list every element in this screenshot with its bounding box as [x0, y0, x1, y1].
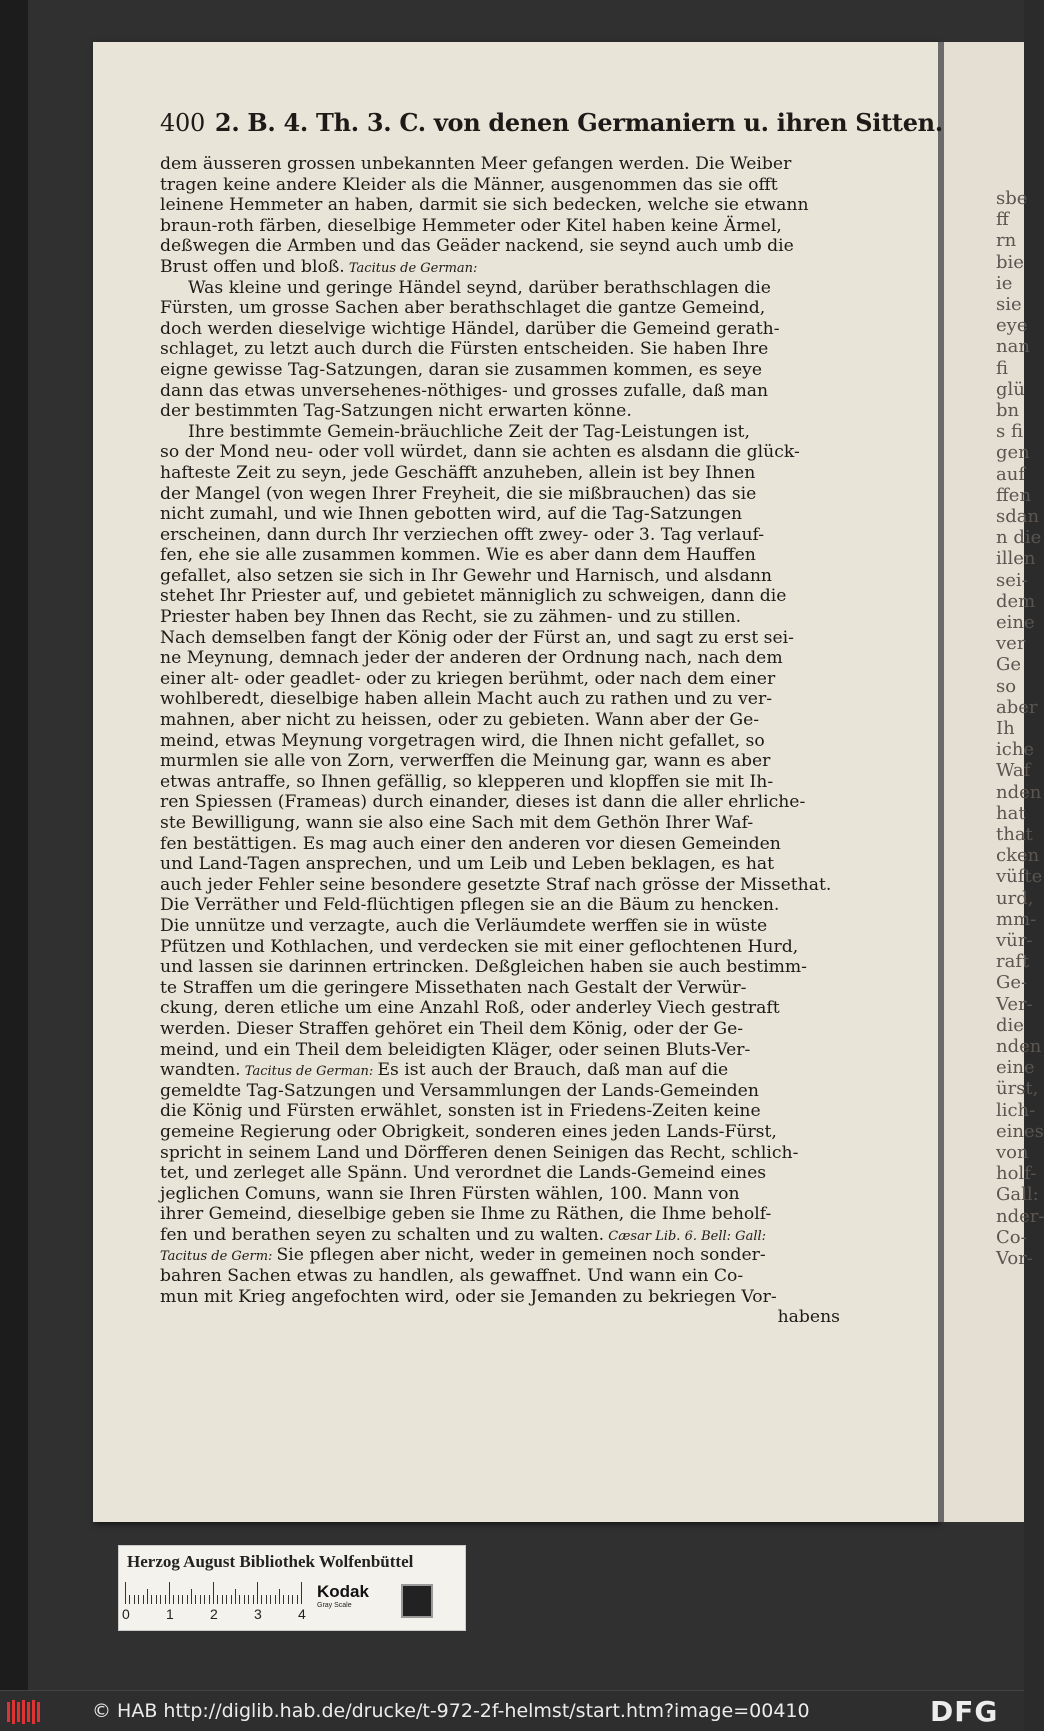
text-line — [160, 978, 885, 999]
ruler-tick — [138, 1595, 139, 1604]
text-line — [160, 1225, 885, 1246]
text-line — [160, 339, 885, 360]
facing-page-fragment: gen — [996, 442, 1030, 464]
running-header — [160, 108, 943, 144]
line-text: eigne gewisse Tag-Satzungen, daran sie zusammen kommen, es seye — [160, 359, 763, 380]
text-line — [160, 1143, 885, 1164]
text-line — [160, 875, 885, 896]
facing-page-fragment: sdan — [996, 506, 1040, 527]
text-line — [160, 545, 885, 566]
line-text: Die Verräther und Feld-flüchtigen pflegen sie an die Bäum zu hencken. — [160, 895, 780, 916]
text-line — [160, 1184, 885, 1205]
gray-patch — [401, 1584, 433, 1618]
text-line — [160, 442, 885, 463]
facing-page-fragment: urd, — [996, 887, 1034, 909]
text-line — [160, 381, 885, 402]
text-line — [160, 257, 885, 278]
line-text: mahnen, aber nicht zu heissen, oder zu gebieten. Wann aber der Ge- — [160, 710, 760, 731]
ruler-tick — [165, 1595, 166, 1604]
kodak-logo: Kodak — [317, 1582, 369, 1601]
text-line — [160, 834, 885, 855]
ruler-tick — [244, 1595, 245, 1604]
text-line — [160, 998, 885, 1019]
facing-page-fragment: ff — [996, 209, 1009, 231]
facing-page-fragment: nden — [996, 781, 1042, 803]
text-line — [160, 175, 885, 196]
text-line — [160, 1019, 885, 1040]
line-text: Ihre bestimmte Gemein-bräuchliche Zeit der Tag-Leistungen ist, — [188, 421, 750, 442]
facing-page-fragment: that — [996, 824, 1033, 845]
line-text: auch jeder Fehler seine besondere gesetzte Straf nach grösse der Missethat. — [160, 874, 832, 895]
text-line — [160, 751, 885, 772]
ruler-tick — [178, 1595, 179, 1604]
text-line — [160, 195, 885, 216]
text-line — [160, 1101, 885, 1122]
line-text: Brust offen und bloß. — [160, 256, 345, 277]
facing-page-fragment: nden — [996, 1036, 1042, 1057]
text-line — [160, 1287, 885, 1308]
ruler-tick — [283, 1595, 284, 1604]
text-line — [160, 813, 885, 834]
text-line — [160, 1204, 885, 1225]
line-text: die König und Fürsten erwählet, sonsten ist in Friedens-Zeiten keine — [160, 1101, 761, 1122]
text-line — [160, 731, 885, 752]
ruler-tick — [226, 1595, 227, 1604]
facing-page-fragment: auf — [996, 463, 1025, 485]
facing-page-fragment: rn — [996, 230, 1017, 252]
ruler-number: 2 — [210, 1606, 218, 1622]
facing-page-fragment: ie — [996, 272, 1013, 294]
facing-page-fragment: cken — [996, 845, 1040, 867]
line-text: te Straffen um die geringere Missethaten nach Gestalt der Verwür- — [160, 977, 747, 998]
ruler-tick — [187, 1595, 188, 1604]
line-text: ste Bewilligung, wann sie also eine Sach mit dem Gethön Ihrer Waf- — [160, 813, 754, 833]
text-line — [160, 422, 885, 443]
ruler-tick — [173, 1595, 174, 1604]
ruler-tick — [257, 1582, 258, 1604]
line-text: Es ist auch der Brauch, daß man auf die — [377, 1060, 729, 1081]
line-text: schlaget, zu letzt auch durch die Fürsten entscheiden. Sie haben Ihre — [160, 339, 769, 360]
line-text: doch werden dieselvige wichtige Händel, darüber die Gemeind gerath- — [160, 318, 780, 339]
ruler-tick — [288, 1595, 289, 1604]
facing-page-fragment: bn — [996, 400, 1020, 421]
text-line — [160, 1266, 885, 1287]
line-text: tet, und zerleget alle Spänn. Und verordnet die Lands-Gemeind eines — [160, 1163, 767, 1184]
line-text: meind, etwas Meynung vorgetragen wird, die Ihnen nicht gefallet, so — [160, 730, 765, 751]
text-line — [160, 772, 885, 793]
facing-page-fragment: Gall: — [996, 1184, 1039, 1206]
text-line — [160, 566, 885, 587]
facing-page-fragment: lich- — [996, 1099, 1036, 1121]
text-line — [160, 1163, 885, 1184]
ruler-tick — [292, 1595, 293, 1604]
text-line — [160, 525, 885, 546]
source-citation: Tacitus de German: — [344, 260, 478, 276]
text-line — [160, 1081, 885, 1102]
text-line — [160, 895, 885, 916]
source-citation: Tacitus de German: — [240, 1064, 378, 1080]
scale-ruler — [125, 1582, 425, 1604]
facing-page-fragment: Ih — [996, 718, 1015, 739]
line-text: Sie pflegen aber nicht, weder in gemeinen noch sonder- — [276, 1245, 766, 1266]
facing-page-fragment: ürst, — [996, 1078, 1039, 1100]
text-line — [160, 278, 885, 299]
line-text: gemeldte Tag-Satzungen und Versammlungen der Lands-Gemeinden — [160, 1080, 759, 1101]
ruler-tick — [147, 1589, 148, 1604]
facing-page-fragment: nder- — [996, 1205, 1044, 1227]
ruler-number: 3 — [254, 1606, 262, 1622]
ruler-tick — [279, 1589, 280, 1604]
ruler-tick — [213, 1582, 214, 1604]
line-text: habens — [777, 1307, 840, 1328]
line-text: deßwegen die Armben und das Geäder nackend, sie seynd auch umb die — [160, 236, 794, 257]
text-line — [160, 792, 885, 813]
text-line — [160, 236, 885, 257]
ruler-tick — [253, 1595, 254, 1604]
facing-page-fragment: Vor- — [996, 1248, 1033, 1269]
facing-page-fragment: aber — [996, 696, 1038, 718]
ruler-tick — [301, 1582, 302, 1604]
ruler-tick — [209, 1595, 210, 1604]
facing-page-fragment: hat — [996, 802, 1026, 824]
facing-page-fragment: dem — [996, 590, 1036, 612]
facing-page-fragment: eine — [996, 612, 1035, 633]
text-line — [160, 1060, 885, 1081]
line-text: Priester haben bey Ihnen das Recht, sie zu zähmen- und zu stillen. — [160, 607, 742, 628]
line-text: mun mit Krieg angefochten wird, oder sie Jemanden zu bekriegen Vor- — [160, 1286, 777, 1307]
line-text: ne Meynung, demnach jeder der anderen der Ordnung nach, nach dem — [160, 648, 783, 669]
ruler-tick — [222, 1595, 223, 1604]
text-line — [160, 607, 885, 628]
text-line — [160, 1122, 885, 1143]
line-text: ckung, deren etliche um eine Anzahl Roß, oder anderley Viech gestraft — [160, 998, 780, 1019]
library-color-card — [118, 1545, 466, 1631]
facing-page-fragment: die — [996, 1014, 1024, 1036]
line-text: Was kleine und geringe Händel seynd, darüber berathschlagen die — [188, 277, 771, 298]
text-line — [160, 484, 885, 505]
facing-page-fragment: mm- — [996, 908, 1037, 930]
line-text: der Mangel (von wegen Ihrer Freyheit, die sie mißbrauchen) das sie — [160, 483, 757, 504]
text-line — [160, 298, 885, 319]
page-number: 400 — [160, 109, 205, 137]
ruler-tick — [248, 1595, 249, 1604]
text-line — [160, 710, 885, 731]
facing-page-fragment: fi — [996, 357, 1009, 379]
ruler-tick — [217, 1595, 218, 1604]
line-text: und lassen sie darinnen ertrincken. Deßgleichen haben sie auch bestimm- — [160, 957, 807, 978]
text-line — [160, 463, 885, 484]
line-text: leinene Hemmeter an haben, darmit sie sich bedecken, welche sie etwann — [160, 195, 809, 216]
facing-page-fragment: s fi — [996, 421, 1023, 443]
facing-page-fragment: von — [996, 1142, 1029, 1163]
facing-page-fragment: Ge — [996, 654, 1022, 676]
facing-page-edge — [944, 42, 1044, 1522]
ruler-tick — [266, 1595, 267, 1604]
line-text: stehet Ihr Priester auf, und gebietet männiglich zu schweigen, dann die — [160, 586, 787, 607]
text-line — [160, 586, 885, 607]
text-line — [160, 154, 885, 175]
text-line — [160, 937, 885, 958]
line-text: werden. Dieser Straffen gehöret ein Theil dem König, oder der Ge- — [160, 1018, 744, 1039]
line-text: dem äusseren grossen unbekannten Meer gefangen werden. Die Weiber — [160, 154, 792, 174]
ruler-tick — [151, 1595, 152, 1604]
text-line — [160, 216, 885, 237]
ruler-numbers — [122, 1606, 425, 1626]
line-text: hafteste Zeit zu seyn, jede Geschäfft anzuheben, allein ist bey Ihnen — [160, 462, 756, 483]
ruler-number: 4 — [298, 1606, 306, 1622]
ruler-tick — [195, 1595, 196, 1604]
line-text: tragen keine andere Kleider als die Männer, ausgenommen das sie offt — [160, 174, 778, 195]
facing-page-fragment: Waf — [996, 760, 1031, 782]
text-line — [160, 1245, 885, 1266]
facing-page-fragment: holf- — [996, 1163, 1037, 1185]
facing-page-fragment: n die — [996, 527, 1042, 549]
ruler-tick — [191, 1589, 192, 1604]
facing-page-fragment: Ver- — [996, 993, 1033, 1015]
text-line — [160, 504, 885, 525]
hab-logo-icon — [6, 1699, 46, 1725]
running-title: 2. B. 4. Th. 3. C. von denen Germaniern u. ihren Sitten. — [214, 108, 943, 137]
line-text: Fürsten, um grosse Sachen aber berathschlaget die gantze Gemeind, — [160, 298, 766, 319]
facing-page-fragment: so — [996, 675, 1017, 697]
ruler-tick — [297, 1595, 298, 1604]
line-text: murmlen sie alle von Zorn, verwerffen die Meinung gar, wann es aber — [160, 751, 771, 772]
scan-left-edge — [0, 0, 28, 1690]
line-text: Pfützen und Kothlachen, und verdecken sie mit einer geflochtenen Hurd, — [160, 936, 799, 957]
line-text: Nach demselben fangt der König oder der Fürst an, und sagt zu erst sei- — [160, 627, 794, 648]
text-line — [160, 401, 885, 422]
line-text: fen bestättigen. Es mag auch einer den anderen vor diesen Gemeinden — [160, 833, 781, 854]
text-line — [160, 360, 885, 381]
facing-page-fragment: vüfte — [996, 866, 1043, 888]
line-text: gemeine Regierung oder Obrigkeit, sonderen eines jeden Lands-Fürst, — [160, 1121, 777, 1142]
text-line — [160, 689, 885, 710]
line-text: spricht in seinem Land und Dörfferen denen Seinigen das Recht, schlich- — [160, 1142, 799, 1163]
text-line — [160, 1040, 885, 1061]
ruler-tick — [204, 1595, 205, 1604]
line-text: wohlberedt, dieselbige haben allein Macht auch zu rathen und zu ver- — [160, 689, 773, 710]
ruler-tick — [239, 1595, 240, 1604]
line-text: etwas antraffe, so Ihnen gefällig, so klepperen und klopffen sie mit Ih- — [160, 771, 774, 792]
line-text: fen, ehe sie alle zusammen kommen. Wie es aber dann dem Hauffen — [160, 545, 756, 566]
line-text: erscheinen, dann durch Ihr verziechen offt zwey- oder 3. Tag verlauf- — [160, 524, 765, 545]
ruler-tick — [235, 1589, 236, 1604]
viewer-footer — [0, 1690, 1024, 1731]
ruler-number: 1 — [166, 1606, 174, 1622]
gray-scale-label: Gray Scale — [317, 1602, 352, 1609]
line-text: fen und berathen seyen zu schalten und zu walten. — [160, 1224, 605, 1245]
ruler-tick — [160, 1595, 161, 1604]
facing-page-fragment: vür- — [996, 930, 1033, 951]
line-text: ren Spiessen (Frameas) durch einander, dieses ist dann die aller ehrliche- — [160, 792, 806, 813]
facing-page-fragment: eine — [996, 1057, 1035, 1079]
source-citation: Cæsar Lib. 6. Bell: Gall: — [604, 1228, 767, 1244]
line-text: und Land-Tagen ansprechen, und um Leib und Leben beklagen, es hat — [160, 854, 775, 875]
facing-page-fragment: bie — [996, 251, 1024, 273]
text-line — [160, 628, 885, 649]
facing-page-fragment: sei- — [996, 569, 1028, 591]
line-text: braun-roth färben, dieselbige Hemmeter oder Kitel haben keine Ärmel, — [160, 215, 782, 236]
facing-page-fragment: eye — [996, 315, 1028, 337]
facing-page-fragment: glü — [996, 378, 1025, 400]
ruler-tick — [129, 1595, 130, 1604]
ruler-tick — [134, 1595, 135, 1604]
text-line — [160, 854, 885, 875]
body-text — [160, 154, 885, 1328]
line-text: gefallet, also setzen sie sich in Ihr Gewehr und Harnisch, und alsdann — [160, 565, 772, 586]
ruler-tick — [143, 1595, 144, 1604]
facing-page-fragment: ver — [996, 633, 1026, 655]
source-url-link[interactable]: © HAB http://diglib.hab.de/drucke/t-972-2f-helmst/start.htm?image=00410 — [92, 1700, 810, 1722]
line-text: meind, und ein Theil dem beleidigten Kläger, oder seinen Bluts-Ver- — [160, 1039, 751, 1060]
text-line — [160, 319, 885, 340]
facing-page-fragment: iche — [996, 739, 1035, 761]
ruler-tick — [200, 1595, 201, 1604]
ruler-tick — [275, 1595, 276, 1604]
ruler-tick — [270, 1595, 271, 1604]
text-line — [160, 648, 885, 669]
text-line — [160, 957, 885, 978]
ruler-tick — [169, 1582, 170, 1604]
facing-page-fragment: Ge- — [996, 972, 1028, 994]
line-text: dann das etwas unversehenes-nöthiges- und grosses zufalle, daß man — [160, 380, 769, 401]
line-text: so der Mond neu- oder voll würdet, dann sie achten es alsdann die glück- — [160, 442, 800, 463]
line-text: nicht zumahl, und wie Ihnen gebotten wird, auf die Tag-Satzungen — [160, 504, 743, 525]
line-text: Die unnütze und verzagte, auch die Verläumdete werffen sie in wüste — [160, 915, 768, 936]
facing-page-fragment: nan — [996, 336, 1030, 358]
library-name: Herzog August Bibliothek Wolfenbüttel — [127, 1552, 414, 1571]
line-text: jeglichen Comuns, wann sie Ihren Fürsten wählen, 100. Mann von — [160, 1183, 740, 1204]
ruler-tick — [261, 1595, 262, 1604]
source-citation: Tacitus de Germ: — [160, 1249, 277, 1265]
facing-page-fragment: sie — [996, 294, 1022, 315]
line-text: wandten. — [160, 1060, 241, 1081]
catchword — [160, 1307, 885, 1328]
dfg-logo: DFG — [930, 1695, 999, 1728]
line-text: bahren Sachen etwas zu handlen, als gewaffnet. Und wann ein Co- — [160, 1266, 744, 1287]
line-text: der bestimmten Tag-Satzungen nicht erwarten könne. — [160, 401, 632, 422]
text-line — [160, 916, 885, 937]
facing-page-fragment: raft — [996, 951, 1030, 973]
ruler-tick — [231, 1595, 232, 1604]
facing-page-fragment: eines — [996, 1120, 1044, 1142]
line-text: ihrer Gemeind, dieselbige geben sie Ihme zu Räthen, die Ihme beholf- — [160, 1204, 772, 1225]
ruler-tick — [156, 1595, 157, 1604]
line-text: einer alt- oder geadlet- oder zu kriegen berühmt, oder nach dem einer — [160, 668, 776, 689]
facing-page-fragment: Co- — [996, 1226, 1027, 1248]
ruler-tick — [125, 1582, 126, 1604]
ruler-number: 0 — [122, 1606, 130, 1622]
ruler-tick — [182, 1595, 183, 1604]
facing-page-fragment: ffen — [996, 484, 1032, 506]
facing-page-fragment: illen — [996, 548, 1036, 570]
text-line — [160, 669, 885, 690]
facing-page-fragment: sbe — [996, 188, 1028, 209]
